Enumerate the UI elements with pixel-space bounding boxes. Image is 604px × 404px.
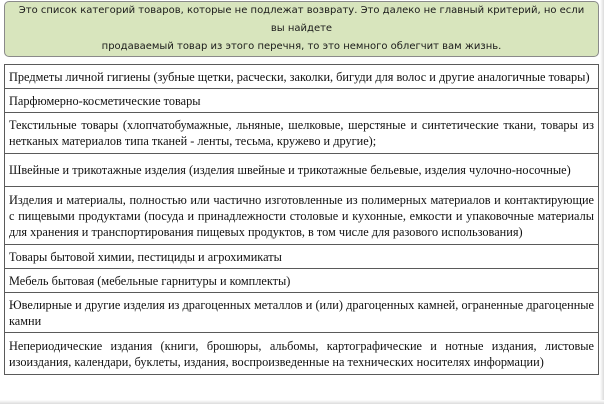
intro-line-2: продаваемый товар из этого перечня, то это немного облегчит вам жизнь.	[101, 41, 502, 52]
table-row	[5, 269, 599, 293]
table-row	[5, 293, 599, 333]
table-cell: Предметы личной гигиены (зубные щетки, расчески, заколки, бигуди для волос и другие аналогичные товары)	[5, 65, 599, 89]
table-cell: Текстильные товары (хлопчатобумажные, льняные, шелковые, шерстяные и синтетические ткани, товары из нетканых материалов типа тканей - ленты, тесьма, кружево и другие);	[5, 113, 599, 154]
table-row	[5, 187, 599, 245]
table-cell: Швейные и трикотажные изделия (изделия швейные и трикотажные бельевые, изделия чулочно-носочные)	[5, 154, 599, 187]
table-cell: Парфюмерно-косметические товары	[5, 89, 599, 113]
non-returnable-goods-table	[4, 64, 599, 375]
table-row	[5, 113, 599, 154]
table-row	[5, 89, 599, 113]
table-cell: Товары бытовой химии, пестициды и агрохимикаты	[5, 245, 599, 269]
table-row	[5, 154, 599, 187]
table-cell: Непериодические издания (книги, брошюры, альбомы, картографические и нотные издания, листовые изоиздания, календари, буклеты, издания, воспроизведенные на технических носителях информации)	[5, 333, 599, 375]
intro-text	[15, 2, 588, 56]
table-row	[5, 245, 599, 269]
page-shadow-bottom	[0, 400, 604, 404]
table-cell: Изделия и материалы, полностью или частично изготовленные из полимерных материалов и контактирующие с пищевыми продуктами (посуда и принадлежности столовые и кухонные, емкости и упаковочные материалы для хранения и транспортирования пищевых продуктов, в том числе для разового использования)	[5, 187, 599, 245]
table-row	[5, 65, 599, 89]
page-shadow-right	[600, 0, 604, 404]
intro-line-1: Это список категорий товаров, которые не подлежат возврату. Это далеко не главный критерий, но если вы найдете	[18, 5, 585, 34]
table-cell: Мебель бытовая (мебельные гарнитуры и комплекты)	[5, 269, 599, 293]
intro-callout	[4, 1, 599, 57]
table-row	[5, 333, 599, 375]
table-cell: Ювелирные и другие изделия из драгоценных металлов и (или) драгоценных камней, ограненные драгоценные камни	[5, 293, 599, 333]
